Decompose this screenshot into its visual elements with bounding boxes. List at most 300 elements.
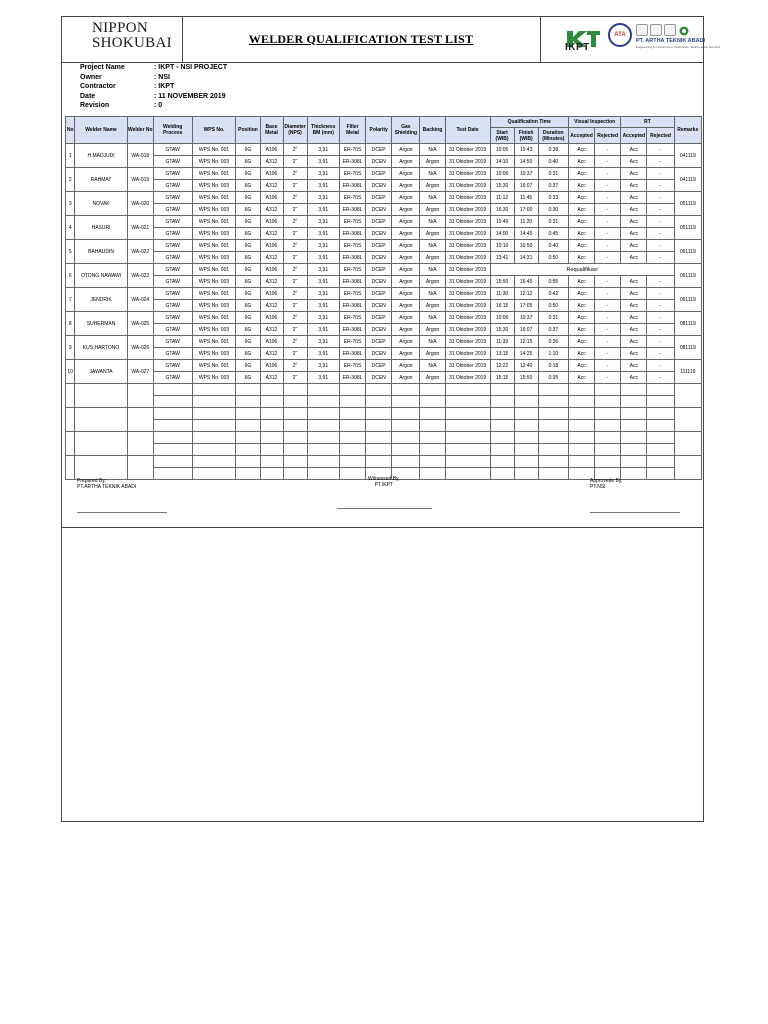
thickness: 3,91: [307, 216, 339, 228]
base-metal: A106: [260, 288, 283, 300]
empty-cell: [538, 384, 568, 396]
col-thickness: Thickness BM (mm): [307, 117, 339, 144]
rt-rejected: -: [647, 324, 674, 336]
thickness: 3,91: [307, 252, 339, 264]
info-label: Project Name: [80, 64, 125, 71]
table-row: [66, 324, 702, 336]
witnessed-by-org: PT.IKPT: [374, 482, 393, 488]
welding-process: GTAW: [153, 264, 192, 276]
info-row: [80, 63, 227, 73]
diameter: 2": [283, 312, 307, 324]
polarity: DCEP: [366, 216, 392, 228]
empty-cell: [420, 420, 445, 432]
base-metal: A312: [260, 300, 283, 312]
diameter: 2": [283, 240, 307, 252]
iso-badge-icon: [636, 24, 648, 36]
wps-no: WPS No. 001: [192, 192, 236, 204]
wps-no: WPS No. 003: [192, 156, 236, 168]
rt-rejected: -: [647, 240, 674, 252]
finish-time: 16:45: [514, 276, 538, 288]
remarks: 111119: [674, 360, 701, 384]
col-base-metal: Base Metal: [260, 117, 283, 144]
polarity: DCEN: [366, 156, 392, 168]
gas-shielding: Argon: [392, 156, 420, 168]
backing: Argon: [420, 180, 445, 192]
wps-no: WPS No. 001: [192, 168, 236, 180]
empty-cell: [621, 456, 647, 468]
empty-cell: [283, 444, 307, 456]
finish-time: 17:05: [514, 300, 538, 312]
start-time: 14:00: [490, 228, 514, 240]
empty-cell: [366, 432, 392, 444]
empty-cell: [339, 444, 365, 456]
info-value: : 11 NOVEMBER 2019: [154, 92, 226, 100]
backing: Argon: [420, 204, 445, 216]
duration: 0:40: [538, 156, 568, 168]
empty-cell: [420, 384, 445, 396]
thickness: 3,91: [307, 144, 339, 156]
vi-rejected: -: [595, 192, 621, 204]
start-time: 15:30: [490, 180, 514, 192]
polarity: DCEP: [366, 264, 392, 276]
vi-rejected: -: [595, 288, 621, 300]
finish-time: 12:12: [514, 288, 538, 300]
empty-cell: [339, 396, 365, 408]
col-visual-inspection: Visual Inspection: [568, 117, 620, 128]
welder-id: WA-019: [127, 168, 153, 192]
info-row: [80, 73, 227, 83]
table-row: [66, 264, 702, 276]
empty-cell: [420, 444, 445, 456]
col-polarity: Polarity: [366, 117, 392, 144]
polarity: DCEP: [366, 144, 392, 156]
empty-cell: [153, 444, 192, 456]
table-row: [66, 216, 702, 228]
empty-cell: [445, 444, 490, 456]
empty-cell: [490, 432, 514, 444]
polarity: DCEN: [366, 300, 392, 312]
position: 6G: [236, 204, 260, 216]
col-diameter: Diameter (NPS): [283, 117, 307, 144]
info-row: [80, 92, 227, 102]
filler-metal: ER-70S: [339, 264, 365, 276]
empty-cell: [621, 432, 647, 444]
duration: 0:40: [538, 240, 568, 252]
rt-rejected: -: [647, 168, 674, 180]
thickness: 3,91: [307, 300, 339, 312]
empty-row: [66, 408, 702, 420]
vi-accepted: Acc: [568, 144, 594, 156]
diameter: 2": [283, 264, 307, 276]
diameter: 2": [283, 156, 307, 168]
welder-number: 10: [66, 360, 75, 384]
backing: N/A: [420, 288, 445, 300]
requalification-note: Requalifikasi: [490, 264, 674, 276]
empty-cell: [236, 468, 260, 480]
info-row: [80, 82, 227, 92]
vi-accepted: Acc: [568, 360, 594, 372]
col-no: No: [66, 117, 75, 144]
empty-name: [75, 408, 127, 432]
filler-metal: ER-308L: [339, 348, 365, 360]
base-metal: A106: [260, 360, 283, 372]
empty-cell: [366, 444, 392, 456]
wps-no: WPS No. 003: [192, 324, 236, 336]
empty-row: [66, 456, 702, 468]
duration: 0:42: [538, 288, 568, 300]
welding-process: GTAW: [153, 180, 192, 192]
gas-shielding: Argon: [392, 264, 420, 276]
empty-cell: [595, 456, 621, 468]
duration: 0:31: [538, 168, 568, 180]
thickness: 3,91: [307, 372, 339, 384]
position: 6G: [236, 156, 260, 168]
test-date: 31 Oktober 2019: [445, 288, 490, 300]
diameter: 2": [283, 336, 307, 348]
rt-accepted: Acc: [621, 324, 647, 336]
filler-metal: ER-70S: [339, 168, 365, 180]
empty-cell: [236, 384, 260, 396]
empty-cell: [392, 408, 420, 420]
table-row: [66, 192, 702, 204]
polarity: DCEN: [366, 228, 392, 240]
filler-metal: ER-308L: [339, 180, 365, 192]
finish-time: 12:15: [514, 336, 538, 348]
gas-shielding: Argon: [392, 348, 420, 360]
empty-cell: [260, 432, 283, 444]
rt-accepted: Acc: [621, 192, 647, 204]
empty-cell: [236, 408, 260, 420]
polarity: DCEN: [366, 348, 392, 360]
duration: 0:55: [538, 276, 568, 288]
empty-cell: [420, 432, 445, 444]
ikpt-logo-text: IKPT: [565, 42, 590, 53]
welding-process: GTAW: [153, 252, 192, 264]
wps-no: WPS No. 001: [192, 144, 236, 156]
empty-cell: [153, 468, 192, 480]
empty-cell: [538, 468, 568, 480]
polarity: DCEP: [366, 168, 392, 180]
welder-number: 3: [66, 192, 75, 216]
base-metal: A312: [260, 228, 283, 240]
empty-cell: [490, 468, 514, 480]
table-row: [66, 312, 702, 324]
vi-accepted: Acc: [568, 192, 594, 204]
welder-number: 8: [66, 312, 75, 336]
backing: Argon: [420, 276, 445, 288]
empty-remarks: [674, 408, 701, 432]
empty-cell: [647, 420, 674, 432]
table-row: [66, 288, 702, 300]
duration: 1:10: [538, 348, 568, 360]
test-date: 31 Oktober 2019: [445, 180, 490, 192]
start-time: 16:30: [490, 204, 514, 216]
welder-name: NOVAK: [75, 192, 127, 216]
vi-rejected: -: [595, 312, 621, 324]
empty-no: [66, 456, 75, 480]
empty-cell: [339, 456, 365, 468]
empty-cell: [392, 456, 420, 468]
empty-cell: [283, 432, 307, 444]
empty-cell: [260, 420, 283, 432]
empty-cell: [595, 432, 621, 444]
rt-rejected: -: [647, 312, 674, 324]
welder-number: 6: [66, 264, 75, 288]
rt-rejected: -: [647, 300, 674, 312]
duration: 0:38: [538, 144, 568, 156]
polarity: DCEP: [366, 336, 392, 348]
thickness: 3,91: [307, 228, 339, 240]
start-time: 11:12: [490, 192, 514, 204]
empty-cell: [514, 384, 538, 396]
start-time: 11:30: [490, 288, 514, 300]
table-row: [66, 168, 702, 180]
empty-cell: [595, 396, 621, 408]
diameter: 2": [283, 180, 307, 192]
vi-accepted: Acc: [568, 168, 594, 180]
empty-cell: [192, 432, 236, 444]
empty-cell: [283, 468, 307, 480]
remarks: 061119: [674, 240, 701, 264]
position: 6G: [236, 168, 260, 180]
empty-cell: [647, 468, 674, 480]
col-welding-process: Welding Process: [153, 117, 192, 144]
test-date: 31 Oktober 2019: [445, 348, 490, 360]
empty-cell: [366, 396, 392, 408]
diameter: 2": [283, 372, 307, 384]
empty-cell: [236, 420, 260, 432]
prepared-by-label: Prepared By,: [77, 478, 106, 484]
empty-cell: [307, 420, 339, 432]
vi-rejected: -: [595, 180, 621, 192]
rt-rejected: -: [647, 276, 674, 288]
rt-rejected: -: [647, 228, 674, 240]
welder-number: 7: [66, 288, 75, 312]
welder-id: WA-023: [127, 264, 153, 288]
base-metal: A106: [260, 168, 283, 180]
vi-rejected: -: [595, 240, 621, 252]
welding-process: GTAW: [153, 144, 192, 156]
welder-number: 4: [66, 216, 75, 240]
empty-cell: [445, 432, 490, 444]
diameter: 2": [283, 252, 307, 264]
welder-name: SUHERMAN: [75, 312, 127, 336]
empty-cell: [392, 432, 420, 444]
empty-cell: [153, 420, 192, 432]
info-label: Date: [80, 92, 96, 100]
empty-cell: [538, 420, 568, 432]
empty-cell: [392, 384, 420, 396]
vi-accepted: Acc: [568, 324, 594, 336]
welder-name: BAHAUDIN: [75, 240, 127, 264]
wps-no: WPS No. 001: [192, 312, 236, 324]
diameter: 2": [283, 324, 307, 336]
gas-shielding: Argon: [392, 228, 420, 240]
col-backing: Backing: [420, 117, 445, 144]
remarks: 041119: [674, 168, 701, 192]
duration: 0:37: [538, 324, 568, 336]
welder-id: WA-024: [127, 288, 153, 312]
info-label: Contractor: [80, 83, 116, 90]
vi-accepted: Acc: [568, 288, 594, 300]
welding-process: GTAW: [153, 348, 192, 360]
start-time: 11:39: [490, 336, 514, 348]
test-date: 31 Oktober 2019: [445, 216, 490, 228]
duration: 0:50: [538, 252, 568, 264]
filler-metal: ER-70S: [339, 336, 365, 348]
empty-cell: [366, 420, 392, 432]
test-date: 31 Oktober 2019: [445, 360, 490, 372]
col-start: Start (WIB): [490, 128, 514, 144]
backing: N/A: [420, 240, 445, 252]
vi-rejected: -: [595, 144, 621, 156]
empty-cell: [445, 456, 490, 468]
rt-rejected: -: [647, 348, 674, 360]
rt-rejected: -: [647, 180, 674, 192]
document-title-box: [182, 17, 541, 62]
rt-accepted: Acc: [621, 312, 647, 324]
rt-accepted: Acc: [621, 348, 647, 360]
filler-metal: ER-70S: [339, 240, 365, 252]
duration: 0:36: [538, 336, 568, 348]
col-wps-no: WPS No.: [192, 117, 236, 144]
approved-by-label: Approvede By,: [590, 478, 623, 484]
gas-shielding: Argon: [392, 168, 420, 180]
vi-accepted: Acc: [568, 156, 594, 168]
base-metal: A106: [260, 192, 283, 204]
empty-cell: [260, 456, 283, 468]
empty-name: [75, 432, 127, 456]
backing: Argon: [420, 300, 445, 312]
col-welder-no: Welder No: [127, 117, 153, 144]
col-vi-rejected: Rejected: [595, 128, 621, 144]
remarks: 051119: [674, 216, 701, 240]
backing: N/A: [420, 360, 445, 372]
welder-name: HASURI: [75, 216, 127, 240]
backing: Argon: [420, 252, 445, 264]
test-date: 31 Oktober 2019: [445, 324, 490, 336]
polarity: DCEN: [366, 180, 392, 192]
vi-accepted: Acc: [568, 276, 594, 288]
thickness: 3,91: [307, 240, 339, 252]
diameter: 2": [283, 276, 307, 288]
base-metal: A106: [260, 216, 283, 228]
empty-cell: [514, 444, 538, 456]
witnessed-by-block: [368, 476, 400, 488]
finish-time: 16:07: [514, 324, 538, 336]
approved-signature-line: [590, 512, 680, 513]
table-row: [66, 156, 702, 168]
position: 6G: [236, 324, 260, 336]
duration: 0:18: [538, 360, 568, 372]
start-time: 10:10: [490, 240, 514, 252]
empty-name: [75, 456, 127, 480]
empty-cell: [514, 396, 538, 408]
position: 6G: [236, 300, 260, 312]
finish-time: 11:45: [514, 192, 538, 204]
empty-cell: [490, 444, 514, 456]
table-row: [66, 300, 702, 312]
finish-time: 10:43: [514, 144, 538, 156]
empty-cell: [307, 432, 339, 444]
empty-cell: [420, 456, 445, 468]
position: 6G: [236, 360, 260, 372]
gas-shielding: Argon: [392, 180, 420, 192]
finish-time: 14:45: [514, 228, 538, 240]
filler-metal: ER-308L: [339, 276, 365, 288]
empty-no: [66, 432, 75, 456]
position: 6G: [236, 264, 260, 276]
empty-cell: [490, 408, 514, 420]
empty-cell: [283, 384, 307, 396]
empty-cell: [260, 396, 283, 408]
test-date: 31 Oktober 2019: [445, 156, 490, 168]
empty-cell: [236, 456, 260, 468]
empty-cell: [595, 444, 621, 456]
empty-cell: [283, 420, 307, 432]
empty-cell: [283, 408, 307, 420]
empty-cell: [445, 468, 490, 480]
vi-accepted: Acc: [568, 180, 594, 192]
gas-shielding: Argon: [392, 204, 420, 216]
empty-cell: [339, 420, 365, 432]
welder-number: 1: [66, 144, 75, 168]
duration: 0:35: [538, 372, 568, 384]
vi-rejected: -: [595, 360, 621, 372]
empty-cell: [283, 396, 307, 408]
empty-cell: [445, 420, 490, 432]
empty-row: [66, 396, 702, 408]
wps-no: WPS No. 001: [192, 264, 236, 276]
empty-cell: [514, 468, 538, 480]
empty-row: [66, 432, 702, 444]
empty-cell: [647, 444, 674, 456]
thickness: 3,91: [307, 180, 339, 192]
welding-process: GTAW: [153, 168, 192, 180]
polarity: DCEN: [366, 276, 392, 288]
rt-rejected: -: [647, 204, 674, 216]
base-metal: A106: [260, 312, 283, 324]
welder-name: JAWANTA: [75, 360, 127, 384]
test-date: 31 Oktober 2019: [445, 300, 490, 312]
polarity: DCEN: [366, 252, 392, 264]
prepared-by-block: [77, 478, 136, 490]
vi-rejected: -: [595, 156, 621, 168]
gas-shielding: Argon: [392, 276, 420, 288]
gas-shielding: Argon: [392, 360, 420, 372]
polarity: DCEP: [366, 360, 392, 372]
empty-cell: [568, 408, 594, 420]
welder-id: WA-025: [127, 312, 153, 336]
finish-time: 11:20: [514, 216, 538, 228]
empty-cell: [445, 384, 490, 396]
empty-cell: [153, 396, 192, 408]
welder-id: WA-018: [127, 144, 153, 168]
rt-rejected: -: [647, 360, 674, 372]
finish-time: 10:37: [514, 168, 538, 180]
rt-accepted: Acc: [621, 216, 647, 228]
test-date: 31 Oktober 2019: [445, 240, 490, 252]
diameter: 2": [283, 360, 307, 372]
welder-id: WA-027: [127, 360, 153, 384]
empty-cell: [153, 456, 192, 468]
col-test-date: Test Date: [445, 117, 490, 144]
filler-metal: ER-308L: [339, 372, 365, 384]
test-date: 31 Oktober 2019: [445, 372, 490, 384]
vi-rejected: -: [595, 348, 621, 360]
rt-accepted: Acc: [621, 180, 647, 192]
wps-no: WPS No. 003: [192, 372, 236, 384]
